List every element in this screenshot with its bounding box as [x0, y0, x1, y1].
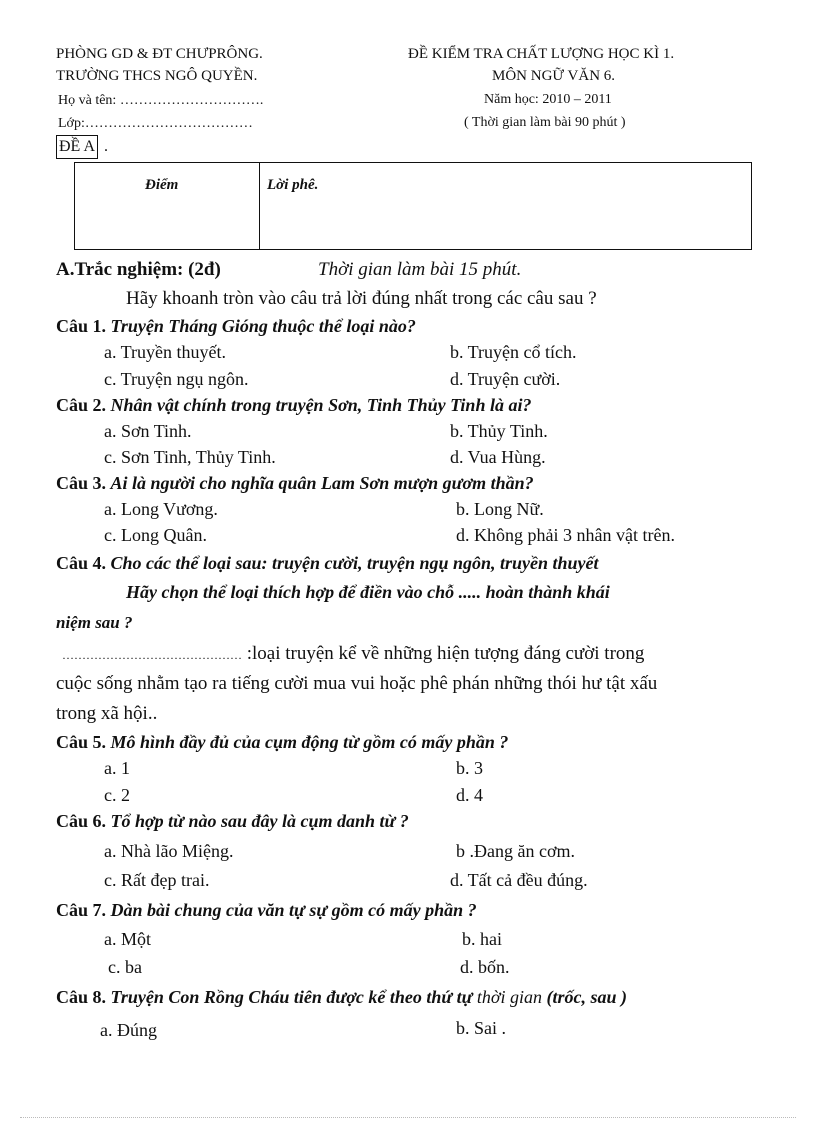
q3-option-c: c. Long Quân. [104, 525, 207, 545]
q3-option-b: b. Long Nữ. [456, 499, 544, 519]
fill-blank: ……………………………………… [62, 648, 242, 662]
question-3 [56, 473, 534, 494]
score-table-divider [259, 163, 260, 249]
exam-code-period: . [104, 138, 108, 155]
q3-option-a: a. Long Vương. [104, 499, 218, 519]
question-4-text: Cho các thể loại sau: truyện cười, truyện ngụ ngôn, truyền thuyết [110, 553, 599, 573]
question-5 [56, 732, 508, 753]
q2-option-b: b. Thủy Tinh. [450, 421, 548, 441]
question-7 [56, 900, 477, 921]
question-6 [56, 811, 409, 832]
question-3-text: Ai là người cho nghĩa quân Lam Sơn mượn gươm thần? [110, 473, 534, 493]
page-bottom-rule [20, 1117, 796, 1118]
question-7-label: Câu 7. [56, 900, 107, 920]
q2-option-c: c. Sơn Tinh, Thủy Tinh. [104, 447, 276, 467]
question-4-para-line2: cuộc sống nhằm tạo ra tiếng cười mua vui hoặc phê phán những thói hư tật xấu [56, 673, 658, 694]
question-8 [56, 987, 627, 1008]
section-a-instruction: Hãy khoanh tròn vào câu trả lời đúng nhất trong các câu sau ? [126, 288, 597, 309]
question-8-text: Truyện Con Rồng Cháu tiên được kể theo thứ tự [110, 987, 473, 1007]
question-5-text: Mô hình đầy đủ của cụm động từ gồm có mấy phần ? [110, 732, 509, 752]
question-2 [56, 395, 531, 416]
fill-text: :loại truyện kể về những hiện tượng đáng cười trong [242, 643, 645, 664]
exam-code-box [56, 135, 98, 159]
q7-option-b: b. hai [462, 929, 502, 949]
comment-label: Lời phê. [267, 177, 319, 193]
question-1-label: Câu 1. [56, 316, 107, 336]
question-7-text: Dàn bài chung của văn tự sự gồm có mấy phần ? [110, 900, 477, 920]
q8-option-a: a. Đúng [100, 1020, 157, 1040]
question-2-label: Câu 2. [56, 395, 107, 415]
q1-option-d: d. Truyện cười. [450, 369, 561, 389]
exam-code: ĐỀ A [59, 138, 95, 155]
q5-option-a: a. 1 [104, 758, 130, 778]
question-4 [56, 553, 599, 574]
q6-option-c: c. Rất đẹp trai. [104, 870, 210, 890]
q6-option-b: b .Đang ăn cơm. [456, 841, 575, 861]
section-a-time-note: Thời gian làm bài 15 phút. [318, 259, 522, 280]
question-1-text: Truyện Tháng Gióng thuộc thể loại nào? [110, 316, 416, 336]
q5-option-b: b. 3 [456, 758, 483, 778]
question-6-label: Câu 6. [56, 811, 107, 831]
department-name: PHÒNG GD & ĐT CHƯPRÔNG. [56, 46, 263, 62]
question-4-label: Câu 4. [56, 553, 107, 573]
score-label: Điểm [145, 177, 179, 193]
q1-option-a: a. Truyền thuyết. [104, 342, 227, 362]
q5-option-d: d. 4 [456, 785, 483, 805]
q6-option-d: d. Tất cả đều đúng. [450, 870, 588, 890]
exam-title: ĐỀ KIỂM TRA CHẤT LƯỢNG HỌC KÌ 1. [408, 46, 675, 62]
school-year: Năm học: 2010 – 2011 [484, 92, 612, 107]
question-5-label: Câu 5. [56, 732, 107, 752]
q5-option-c: c. 2 [104, 785, 130, 805]
question-1 [56, 316, 416, 337]
class-field: Lớp:……………………………… [58, 116, 253, 131]
q3-option-d: d. Không phải 3 nhân vật trên. [456, 525, 675, 545]
question-4-definition [62, 643, 644, 665]
question-2-text: Nhân vật chính trong truyện Sơn, Tinh Thủy Tinh là ai? [110, 395, 532, 415]
q1-option-b: b. Truyện cổ tích. [450, 342, 577, 362]
exam-duration: ( Thời gian làm bài 90 phút ) [464, 115, 626, 130]
question-6-text: Tổ hợp từ nào sau đây là cụm danh từ ? [110, 811, 409, 831]
question-8-tail: thời gian [472, 987, 543, 1007]
q7-option-a: a. Một [104, 929, 151, 949]
q1-option-c: c. Truyện ngụ ngôn. [104, 369, 249, 389]
q7-option-c: c. ba [108, 957, 142, 977]
question-8-paren: (trốc, sau ) [546, 987, 628, 1007]
question-4-line3: niệm sau ? [56, 613, 133, 632]
q8-option-b: b. Sai . [456, 1018, 507, 1038]
question-8-label: Câu 8. [56, 987, 107, 1007]
subject-title: MÔN NGỮ VĂN 6. [492, 68, 616, 84]
q2-option-d: d. Vua Hùng. [450, 447, 546, 467]
q2-option-a: a. Sơn Tinh. [104, 421, 192, 441]
question-4-para-line3: trong xã hội.. [56, 703, 158, 724]
question-3-label: Câu 3. [56, 473, 107, 493]
name-field: Họ và tên: …………………………. [58, 93, 264, 108]
section-a-title: A.Trắc nghiệm: (2đ) [56, 259, 221, 280]
q7-option-d: d. bốn. [460, 957, 510, 977]
school-name: TRƯỜNG THCS NGÔ QUYỀN. [56, 68, 258, 84]
question-4-line2: Hãy chọn thể loại thích hợp để điền vào chỗ ..... hoàn thành khái [126, 582, 610, 602]
q6-option-a: a. Nhà lão Miệng. [104, 841, 234, 861]
score-table [74, 162, 752, 250]
